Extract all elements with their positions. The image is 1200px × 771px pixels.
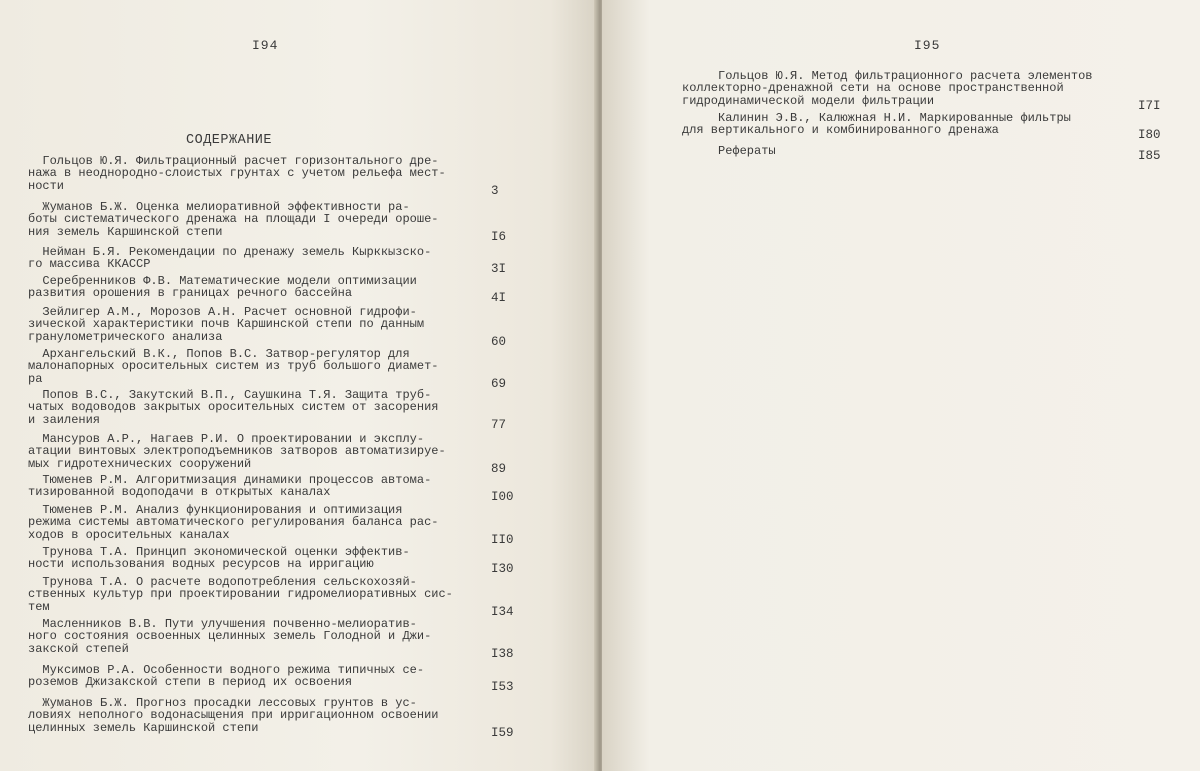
toc-entry-text: боты систематического дренажа на площади I очереди ороше- [28, 212, 439, 227]
contents-title: СОДЕРЖАНИЕ [186, 133, 273, 148]
toc-entry [28, 546, 410, 571]
toc-entry [28, 504, 438, 541]
toc-entry-text: ности использования водных ресурсов на ирригацию [28, 557, 374, 572]
toc-entry-text: Попов В.С., Закутский В.П., Саушкина Т.Я. Защита труб- [28, 388, 432, 402]
toc-page-number: 4I [491, 291, 507, 306]
toc-entry-text: Масленников В.В. Пути улучшения почвенно-мелиоратив- [28, 617, 417, 631]
toc-entry-text: го массива ККАССР [28, 257, 151, 272]
toc-entry-text: Нейман Б.Я. Рекомендации по дренажу земель Кырккызско- [28, 245, 432, 259]
toc-entry-text: для вертикального и комбинированного дренажа [682, 123, 999, 138]
toc-entry-text: Рефераты [682, 144, 776, 158]
toc-entry-text: Муксимов Р.А. Особенности водного режима типичных се- [28, 663, 425, 677]
toc-entry [28, 389, 438, 426]
toc-entry-text: режима системы автоматического регулирования баланса рас- [28, 515, 439, 530]
toc-entry [28, 474, 431, 499]
toc-entry [28, 576, 453, 613]
toc-entry-text: тизированной водоподачи в открытых каналах [28, 485, 331, 500]
toc-page-number: I7I [1138, 98, 1161, 113]
toc-entry [682, 70, 1092, 107]
toc-entry-text: ственных культур при проектировании гидромелиоративных сис- [28, 587, 453, 602]
toc-entry [682, 145, 776, 157]
toc-entry-text: Трунова Т.А. О расчете водопотребления сельскохозяй- [28, 575, 417, 589]
toc-entry-text: Тюменев Р.М. Анализ функционирования и оптимизация [28, 503, 403, 517]
toc-entry-text: тем [28, 599, 50, 614]
toc-page-number: I38 [491, 646, 514, 661]
toc-entry-text: Серебренников Ф.В. Математические модели оптимизации [28, 274, 417, 288]
toc-entry-text: целинных земель Каршинской степи [28, 720, 259, 735]
toc-page-number: I30 [491, 562, 514, 577]
toc-entry [28, 246, 431, 271]
toc-entry-text: Гольцов Ю.Я. Метод фильтрационного расчета элементов [682, 69, 1093, 83]
toc-entry [682, 112, 1071, 137]
toc-page-number: I53 [491, 680, 514, 695]
toc-entry-text: гидродинамической модели фильтрации [682, 93, 935, 108]
toc-entry-text: развития орошения в границах речного бассейна [28, 286, 353, 301]
toc-entry [28, 664, 424, 689]
toc-entry-text: зической характеристики почв Каршинской степи по данным [28, 317, 425, 332]
toc-entry-text: Архангельский В.К., Попов В.С. Затвор-регулятор для [28, 347, 410, 361]
right-page [602, 0, 1200, 771]
toc-page-number: I6 [491, 229, 507, 244]
toc-entry-text: чатых водоводов закрытых оросительных систем от засорения [28, 400, 439, 415]
toc-entry [28, 348, 438, 385]
toc-entry-text: Калинин Э.В., Калюжная Н.И. Маркированные фильтры [682, 111, 1071, 125]
toc-entry-text: Жуманов Б.Ж. Оценка мелиоративной эффективности ра- [28, 200, 410, 214]
toc-entry-text: Мансуров А.Р., Нагаев Р.И. О проектировании и эксплу- [28, 432, 425, 446]
toc-entry-text: нажа в неоднородно-слоистых грунтах с учетом рельефа мест- [28, 166, 446, 181]
toc-page-number: 89 [491, 461, 507, 476]
left-page [0, 0, 598, 771]
toc-entry-text: Жуманов Б.Ж. Прогноз просадки лессовых грунтов в ус- [28, 696, 417, 710]
toc-entry-text: и заиления [28, 412, 101, 427]
toc-entry-text: мых гидротехнических сооружений [28, 456, 252, 471]
toc-entry-text: ходов в оросительных каналах [28, 527, 230, 542]
toc-page-number: 3 [491, 183, 499, 198]
toc-entry-text: коллекторно-дренажной сети на основе пространственной [682, 81, 1064, 96]
toc-entry-text: закской степей [28, 641, 129, 656]
toc-entry [28, 275, 417, 300]
toc-entry-text: ловиях неполного водонасыщения при ирригационном освоении [28, 708, 439, 723]
toc-page-number: 77 [491, 417, 507, 432]
toc-entry [28, 618, 431, 655]
toc-page-number: 69 [491, 376, 507, 391]
toc-entry-text: Гольцов Ю.Я. Фильтрационный расчет горизонтального дре- [28, 154, 439, 168]
toc-entry [28, 155, 446, 192]
toc-entry-text: малонапорных оросительных систем из труб большого диамет- [28, 359, 439, 374]
toc-page-number: I59 [491, 725, 514, 740]
toc-page-number: II0 [491, 532, 514, 547]
toc-entry-text: Трунова Т.А. Принцип экономической оценки эффектив- [28, 545, 410, 559]
toc-entry-text: ности [28, 178, 65, 193]
toc-entry-text: Тюменев Р.М. Алгоритмизация динамики процессов автома- [28, 473, 432, 487]
toc-entry [28, 697, 438, 734]
toc-entry-text: Зейлигер А.М., Морозов А.Н. Расчет основной гидрофи- [28, 305, 417, 319]
toc-entry [28, 201, 438, 238]
toc-entry-text: роземов Джизакской степи в период их освоения [28, 675, 353, 690]
toc-entry-text: ния земель Каршинской степи [28, 224, 223, 239]
toc-entry-text: ного состояния освоенных целинных земель Голодной и Джи- [28, 629, 432, 644]
toc-entry [28, 306, 424, 343]
toc-page-number: I85 [1138, 149, 1161, 163]
toc-page-number: I00 [491, 490, 514, 505]
toc-entry-text: атации винтовых электроподъемников затворов автоматизируе- [28, 444, 446, 459]
toc-page-number: I80 [1138, 128, 1161, 143]
toc-page-number: 60 [491, 334, 507, 349]
toc-entry-text: гранулометрического анализа [28, 329, 223, 344]
toc-page-number: I34 [491, 604, 514, 619]
page-number-right: I95 [914, 38, 941, 53]
toc-page-number: 3I [491, 262, 507, 277]
page-number-left: I94 [252, 38, 279, 53]
toc-entry-text: ра [28, 371, 43, 386]
toc-entry [28, 433, 446, 470]
